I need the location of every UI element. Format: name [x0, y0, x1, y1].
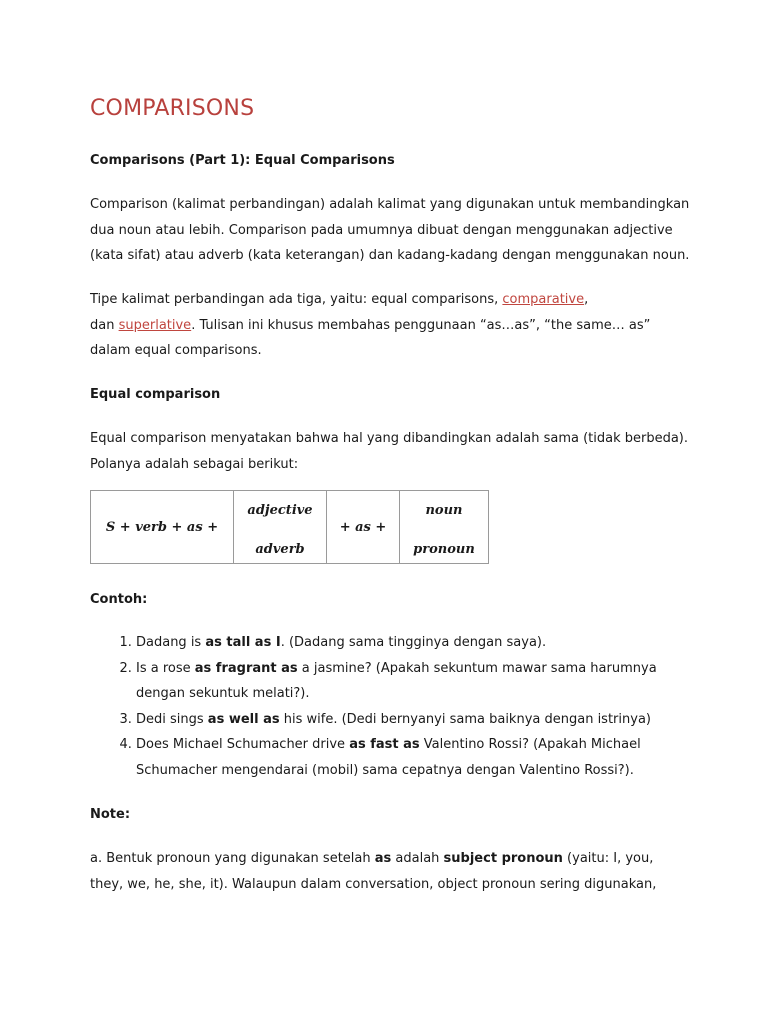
- equal-comparison-description: Equal comparison menyatakan bahwa hal yang dibandingkan adalah sama (tidak berbeda). Polanya adalah sebagai berikut:: [90, 431, 689, 472]
- equal-comparison-heading: Equal comparison: [90, 387, 221, 402]
- comparative-link[interactable]: comparative: [502, 292, 585, 307]
- section-subtitle: Comparisons (Part 1): Equal Comparisons: [90, 153, 395, 168]
- pattern-as-cell: + as +: [327, 491, 400, 564]
- pattern-table: [90, 490, 489, 564]
- example-text: Is a rose: [136, 660, 195, 676]
- types-text-2: ,: [584, 292, 589, 307]
- note-text: a. Bentuk pronoun yang digunakan setelah: [90, 851, 375, 866]
- note-text: adalah: [391, 851, 444, 866]
- pattern-noun-pronoun-cell: [400, 491, 489, 564]
- example-text: Does Michael Schumacher drive: [136, 737, 350, 752]
- page-title: COMPARISONS: [90, 96, 255, 121]
- example-text: Dedi sings: [136, 711, 208, 727]
- list-item: [136, 707, 696, 733]
- list-item: [136, 732, 696, 783]
- example-highlight: as fast as: [349, 737, 420, 752]
- pattern-row: [91, 491, 489, 564]
- superlative-link[interactable]: superlative: [118, 317, 192, 333]
- example-text: Valentino Rossi? (Apakah Michael Schumacher mengendarai (mobil) sama cepatnya dengan Valentino Rossi?).: [136, 737, 641, 778]
- types-text-1: Tipe kalimat perbandingan ada tiga, yaitu: equal comparisons,: [90, 292, 503, 307]
- list-item: [136, 656, 696, 707]
- contoh-heading: Contoh:: [90, 592, 148, 607]
- note-highlight: subject pronoun: [443, 851, 563, 866]
- types-text-3: dan: [90, 317, 119, 333]
- example-text: his wife. (Dedi bernyanyi sama baiknya dengan istrinya): [279, 711, 651, 727]
- example-text: . (Dadang sama tingginya dengan saya).: [280, 635, 547, 650]
- example-text: Dadang is: [136, 635, 206, 650]
- example-highlight: as well as: [207, 711, 280, 727]
- note-highlight: as: [374, 851, 392, 866]
- example-highlight: as tall as I: [205, 635, 281, 650]
- example-highlight: as fragrant as: [194, 660, 298, 676]
- intro-paragraph: Comparison (kalimat perbandingan) adalah kalimat yang digunakan untuk membandingkan dua noun atau lebih. Comparison pada umumnya dibuat dengan menggunakan adjective (kata sifat) atau adverb (kata keterangan) dan kadang-kadang dengan menggunakan noun.: [90, 197, 690, 263]
- examples-list: [90, 630, 696, 783]
- pattern-adverb: adverb: [255, 542, 305, 557]
- example-text: a jasmine? (Apakah sekuntum mawar sama harumnya dengan sekuntuk melati?).: [136, 660, 657, 701]
- note-heading: Note:: [90, 807, 131, 822]
- note-paragraph: [90, 846, 690, 897]
- types-text-4: . Tulisan ini khusus membahas penggunaan “as…as”, “the same… as” dalam equal comparisons.: [90, 317, 651, 358]
- pattern-adjective: adjective: [247, 503, 313, 518]
- types-paragraph: [90, 287, 690, 364]
- list-item: [136, 630, 696, 656]
- note-text: (yaitu: I, you, they, we, he, she, it). Walaupun dalam conversation, object pronoun sering digunakan,: [90, 851, 657, 892]
- pattern-noun: noun: [425, 503, 463, 518]
- pattern-pronoun: pronoun: [413, 542, 475, 557]
- pattern-subject-cell: S + verb + as +: [91, 491, 234, 564]
- pattern-adj-adv-cell: [234, 491, 327, 564]
